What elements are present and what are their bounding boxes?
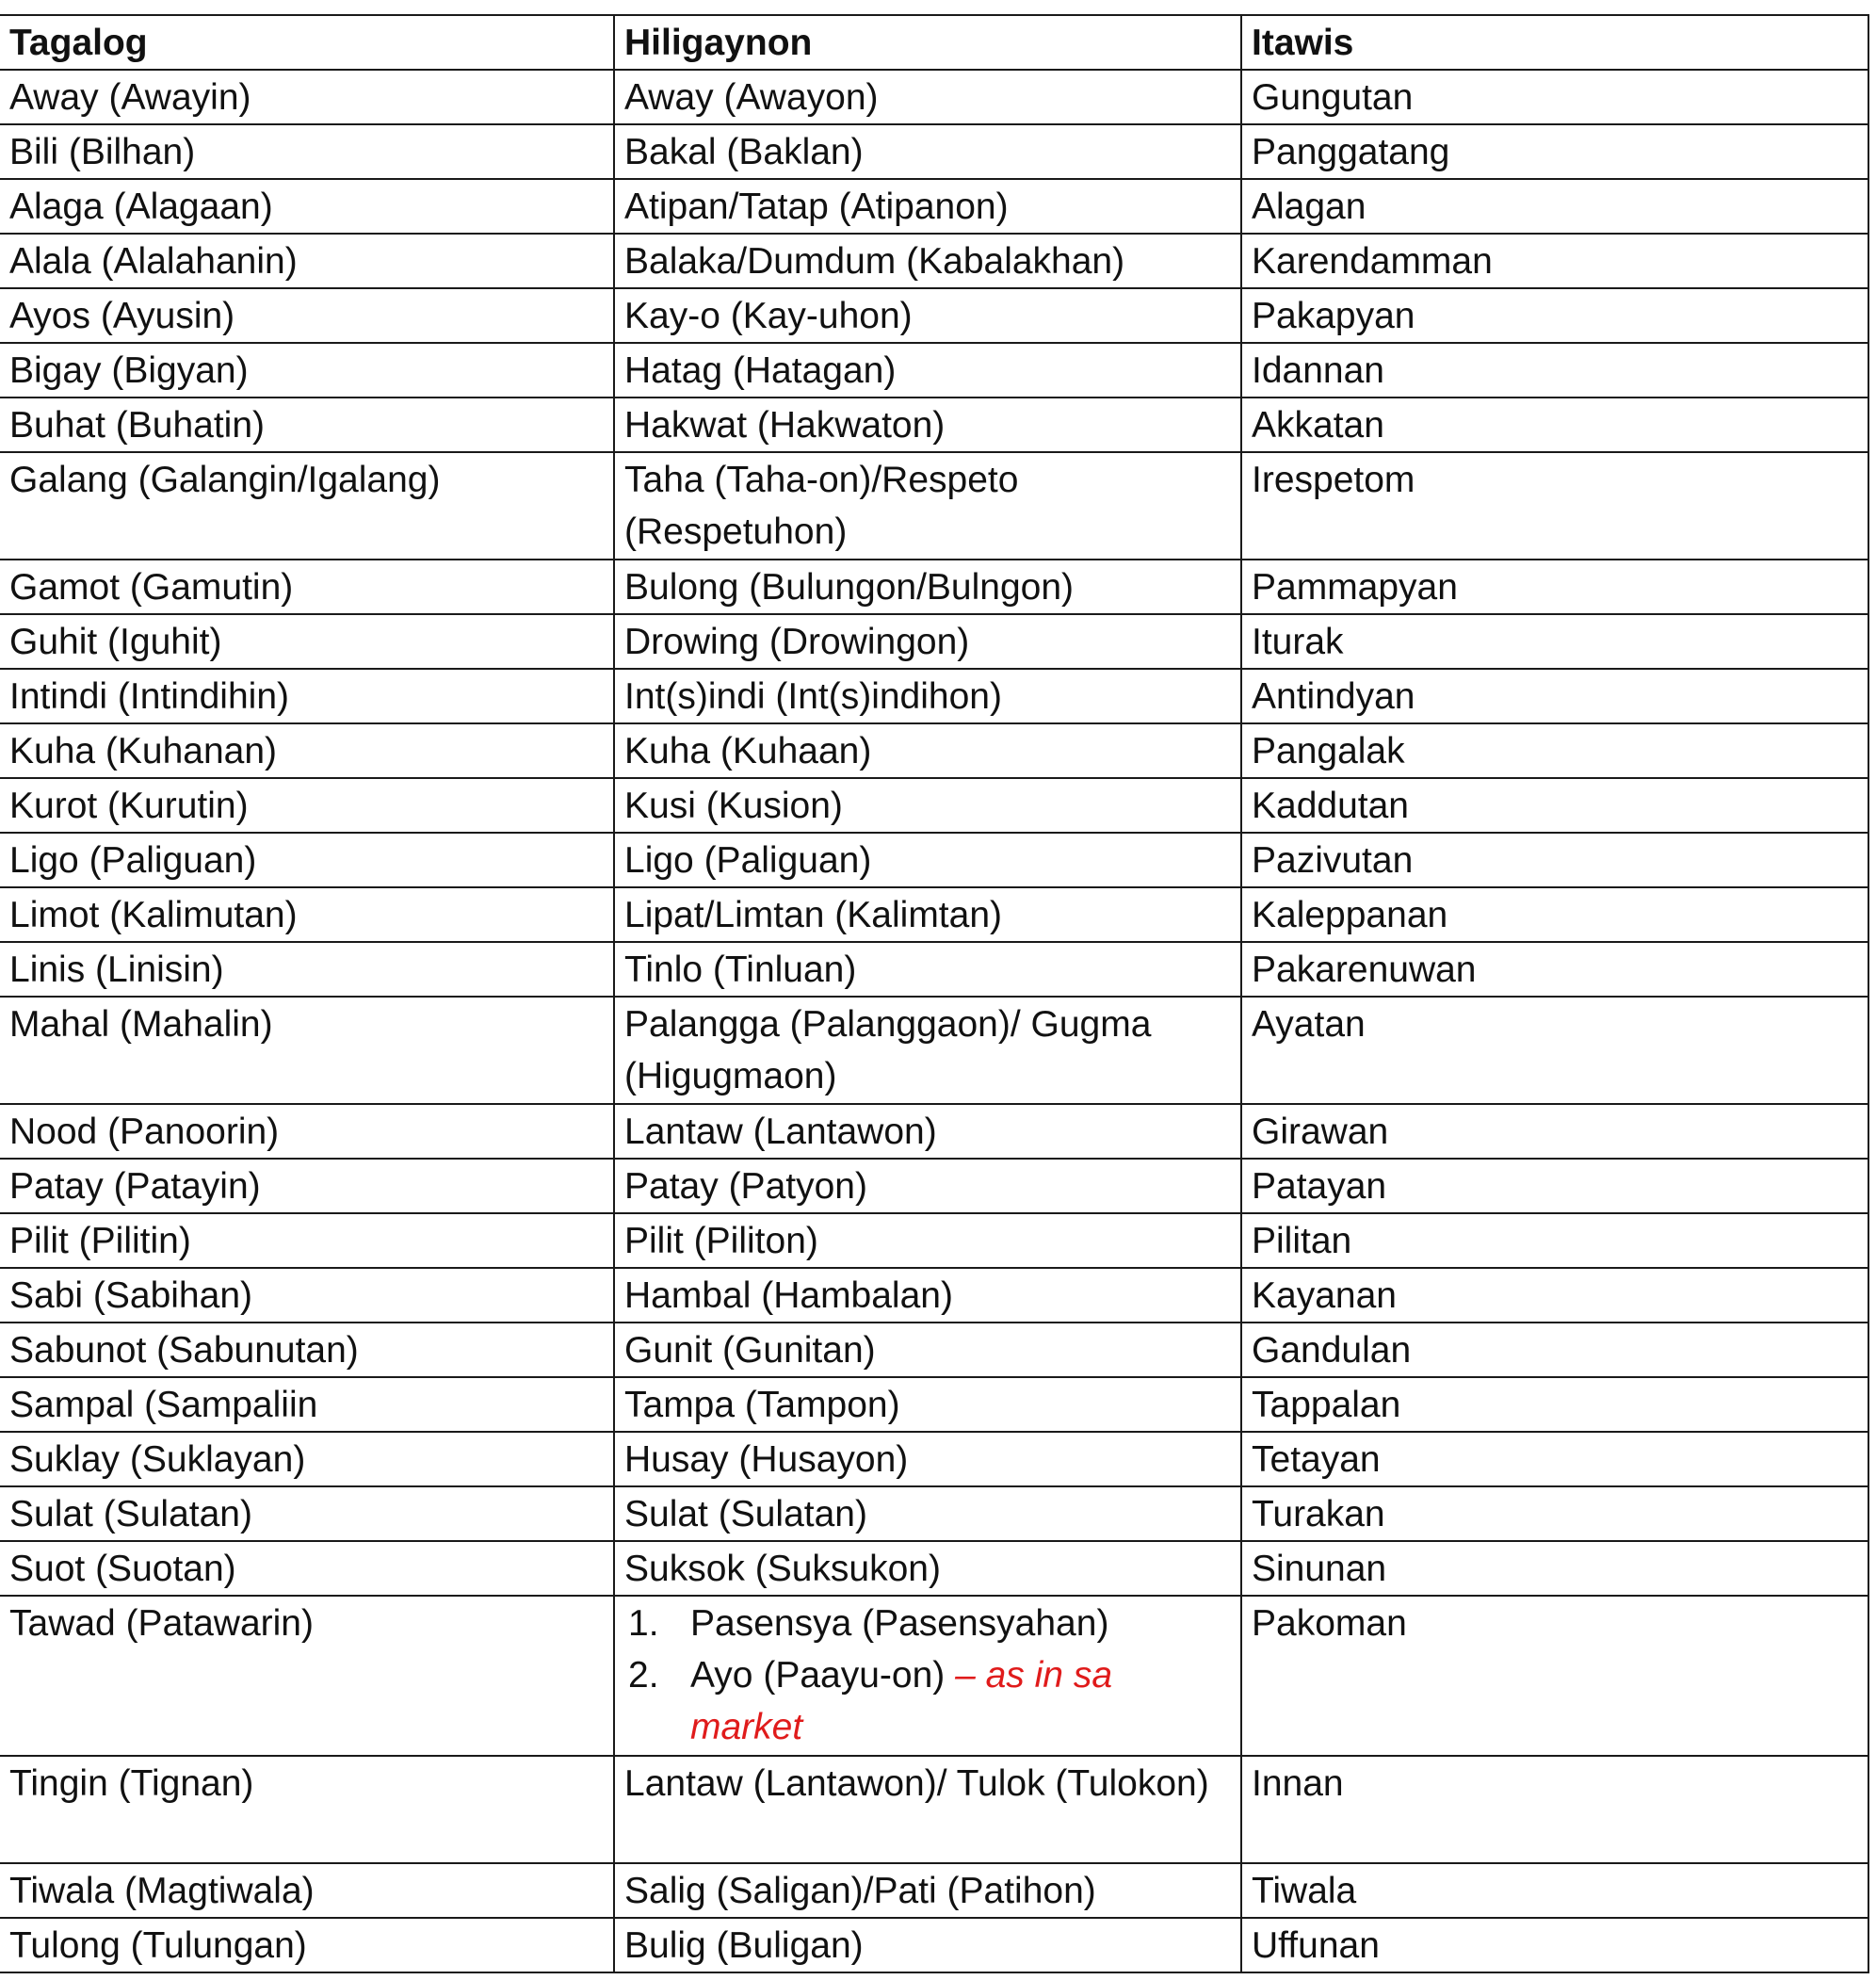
cell-tagalog: Linis (Linisin): [0, 942, 614, 997]
cell-itawis: Tappalan: [1241, 1377, 1868, 1432]
table-row: [0, 124, 1868, 179]
table-row: [0, 778, 1868, 833]
cell-tagalog: Intindi (Intindihin): [0, 669, 614, 723]
list-text: Pasensya (Pasensyahan): [690, 1603, 1109, 1644]
table-row: [0, 614, 1868, 669]
cell-hiligaynon: Bulig (Buligan): [614, 1918, 1241, 1972]
table-row: [0, 1432, 1868, 1486]
cell-hiligaynon: Salig (Saligan)/Pati (Patihon): [614, 1863, 1241, 1918]
cell-itawis: Pilitan: [1241, 1213, 1868, 1268]
cell-tagalog: Guhit (Iguhit): [0, 614, 614, 669]
cell-tagalog: Suot (Suotan): [0, 1541, 614, 1596]
cell-itawis: Pakapyan: [1241, 288, 1868, 343]
header-row: [0, 15, 1868, 70]
table-row: [0, 452, 1868, 560]
cell-hiligaynon: Palangga (Palanggaon)/ Gugma (Higugmaon): [614, 997, 1241, 1104]
cell-itawis: Antindyan: [1241, 669, 1868, 723]
translation-table: [0, 14, 1869, 1973]
list-number: 2.: [628, 1655, 659, 1696]
cell-itawis: Gandulan: [1241, 1323, 1868, 1377]
cell-hiligaynon: Balaka/Dumdum (Kabalakhan): [614, 234, 1241, 288]
cell-itawis: Karendamman: [1241, 234, 1868, 288]
cell-tagalog: Limot (Kalimutan): [0, 887, 614, 942]
cell-itawis: Pangalak: [1241, 723, 1868, 778]
list-number: 1.: [628, 1603, 659, 1644]
table-row: [0, 669, 1868, 723]
table-row: [0, 560, 1868, 614]
list-text: Ayo (Paayu-on): [690, 1655, 956, 1696]
header-itawis: Itawis: [1241, 15, 1868, 70]
table-row: [0, 70, 1868, 124]
cell-tagalog: Galang (Galangin/Igalang): [0, 452, 614, 560]
cell-tagalog: Sampal (Sampaliin: [0, 1377, 614, 1432]
cell-hiligaynon: Kuha (Kuhaan): [614, 723, 1241, 778]
cell-tagalog: Buhat (Buhatin): [0, 398, 614, 452]
table-row: [0, 1541, 1868, 1596]
cell-itawis: Kayanan: [1241, 1268, 1868, 1323]
cell-itawis: Uffunan: [1241, 1918, 1868, 1972]
cell-hiligaynon: Taha (Taha-on)/Respeto (Respetuhon): [614, 452, 1241, 560]
cell-itawis: Kaleppanan: [1241, 887, 1868, 942]
cell-tagalog: Tulong (Tulungan): [0, 1918, 614, 1972]
cell-tagalog: Pilit (Pilitin): [0, 1213, 614, 1268]
table-body-after: [0, 1756, 1868, 1972]
cell-itawis: Pakoman: [1241, 1596, 1868, 1756]
cell-hiligaynon: Tinlo (Tinluan): [614, 942, 1241, 997]
cell-tagalog: Ayos (Ayusin): [0, 288, 614, 343]
cell-hiligaynon: Lipat/Limtan (Kalimtan): [614, 887, 1241, 942]
table-row: [0, 1268, 1868, 1323]
cell-tagalog: Alala (Alalahanin): [0, 234, 614, 288]
cell-tagalog: Away (Awayin): [0, 70, 614, 124]
cell-hiligaynon: Sulat (Sulatan): [614, 1486, 1241, 1541]
header-tagalog: Tagalog: [0, 15, 614, 70]
table-row: [0, 723, 1868, 778]
cell-itawis: Tetayan: [1241, 1432, 1868, 1486]
cell-tagalog: Alaga (Alagaan): [0, 179, 614, 234]
cell-itawis: Pazivutan: [1241, 833, 1868, 887]
cell-tagalog: Patay (Patayin): [0, 1159, 614, 1213]
cell-itawis: Ayatan: [1241, 997, 1868, 1104]
cell-itawis: Gungutan: [1241, 70, 1868, 124]
table-row: [0, 1213, 1868, 1268]
usage-note: – as in sa market: [690, 1655, 1113, 1747]
cell-itawis: Pakarenuwan: [1241, 942, 1868, 997]
table-row: [0, 1756, 1868, 1863]
table-row: [0, 1104, 1868, 1159]
table-row: [0, 343, 1868, 398]
cell-tagalog: Sabi (Sabihan): [0, 1268, 614, 1323]
cell-hiligaynon: Int(s)indi (Int(s)indihon): [614, 669, 1241, 723]
cell-hiligaynon: Ligo (Paliguan): [614, 833, 1241, 887]
cell-tagalog: Nood (Panoorin): [0, 1104, 614, 1159]
cell-hiligaynon: Lantaw (Lantawon): [614, 1104, 1241, 1159]
table-body-tawad: [0, 1596, 1868, 1756]
list-item: [628, 1649, 1231, 1753]
table-row: [0, 398, 1868, 452]
cell-tagalog: Bili (Bilhan): [0, 124, 614, 179]
cell-tagalog: Gamot (Gamutin): [0, 560, 614, 614]
table-row: [0, 1863, 1868, 1918]
hiligaynon-list: [628, 1598, 1231, 1753]
cell-itawis: Turakan: [1241, 1486, 1868, 1541]
cell-itawis: Pammapyan: [1241, 560, 1868, 614]
cell-itawis: Idannan: [1241, 343, 1868, 398]
table-row: [0, 1596, 1868, 1756]
cell-hiligaynon: Drowing (Drowingon): [614, 614, 1241, 669]
table-row: [0, 887, 1868, 942]
table-row: [0, 942, 1868, 997]
cell-hiligaynon: Kusi (Kusion): [614, 778, 1241, 833]
table-row: [0, 179, 1868, 234]
table-row: [0, 1918, 1868, 1972]
cell-itawis: Girawan: [1241, 1104, 1868, 1159]
cell-hiligaynon: Gunit (Gunitan): [614, 1323, 1241, 1377]
cell-hiligaynon: Hakwat (Hakwaton): [614, 398, 1241, 452]
cell-tagalog: Sabunot (Sabunutan): [0, 1323, 614, 1377]
cell-tagalog: Mahal (Mahalin): [0, 997, 614, 1104]
cell-tagalog: Ligo (Paliguan): [0, 833, 614, 887]
table-row: [0, 997, 1868, 1104]
cell-hiligaynon: [614, 1596, 1241, 1756]
table-row: [0, 288, 1868, 343]
cell-hiligaynon: Pilit (Piliton): [614, 1213, 1241, 1268]
cell-hiligaynon: Bulong (Bulungon/Bulngon): [614, 560, 1241, 614]
cell-itawis: Tiwala: [1241, 1863, 1868, 1918]
header-hiligaynon: Hiligaynon: [614, 15, 1241, 70]
table-row: [0, 234, 1868, 288]
cell-itawis: Alagan: [1241, 179, 1868, 234]
cell-hiligaynon: Hatag (Hatagan): [614, 343, 1241, 398]
cell-itawis: Innan: [1241, 1756, 1868, 1863]
cell-hiligaynon: Atipan/Tatap (Atipanon): [614, 179, 1241, 234]
cell-itawis: Patayan: [1241, 1159, 1868, 1213]
cell-tagalog: Tiwala (Magtiwala): [0, 1863, 614, 1918]
cell-tagalog: Tingin (Tignan): [0, 1756, 614, 1863]
cell-itawis: Sinunan: [1241, 1541, 1868, 1596]
cell-tagalog: Bigay (Bigyan): [0, 343, 614, 398]
table-row: [0, 1323, 1868, 1377]
cell-hiligaynon: Tampa (Tampon): [614, 1377, 1241, 1432]
cell-hiligaynon: Patay (Patyon): [614, 1159, 1241, 1213]
cell-hiligaynon: Lantaw (Lantawon)/ Tulok (Tulokon): [614, 1756, 1241, 1863]
cell-itawis: Kaddutan: [1241, 778, 1868, 833]
cell-hiligaynon: Suksok (Suksukon): [614, 1541, 1241, 1596]
cell-hiligaynon: Bakal (Baklan): [614, 124, 1241, 179]
list-item: [628, 1598, 1231, 1649]
cell-tagalog: Kurot (Kurutin): [0, 778, 614, 833]
table-row: [0, 1159, 1868, 1213]
cell-tagalog: Suklay (Suklayan): [0, 1432, 614, 1486]
cell-hiligaynon: Hambal (Hambalan): [614, 1268, 1241, 1323]
cell-itawis: Panggatang: [1241, 124, 1868, 179]
cell-tagalog: Tawad (Patawarin): [0, 1596, 614, 1756]
cell-tagalog: Kuha (Kuhanan): [0, 723, 614, 778]
cell-tagalog: Sulat (Sulatan): [0, 1486, 614, 1541]
table-body: [0, 70, 1868, 1596]
cell-itawis: Irespetom: [1241, 452, 1868, 560]
cell-hiligaynon: Away (Awayon): [614, 70, 1241, 124]
table-row: [0, 833, 1868, 887]
table-row: [0, 1486, 1868, 1541]
cell-hiligaynon: Husay (Husayon): [614, 1432, 1241, 1486]
table-row: [0, 1377, 1868, 1432]
cell-itawis: Akkatan: [1241, 398, 1868, 452]
cell-itawis: Iturak: [1241, 614, 1868, 669]
cell-hiligaynon: Kay-o (Kay-uhon): [614, 288, 1241, 343]
